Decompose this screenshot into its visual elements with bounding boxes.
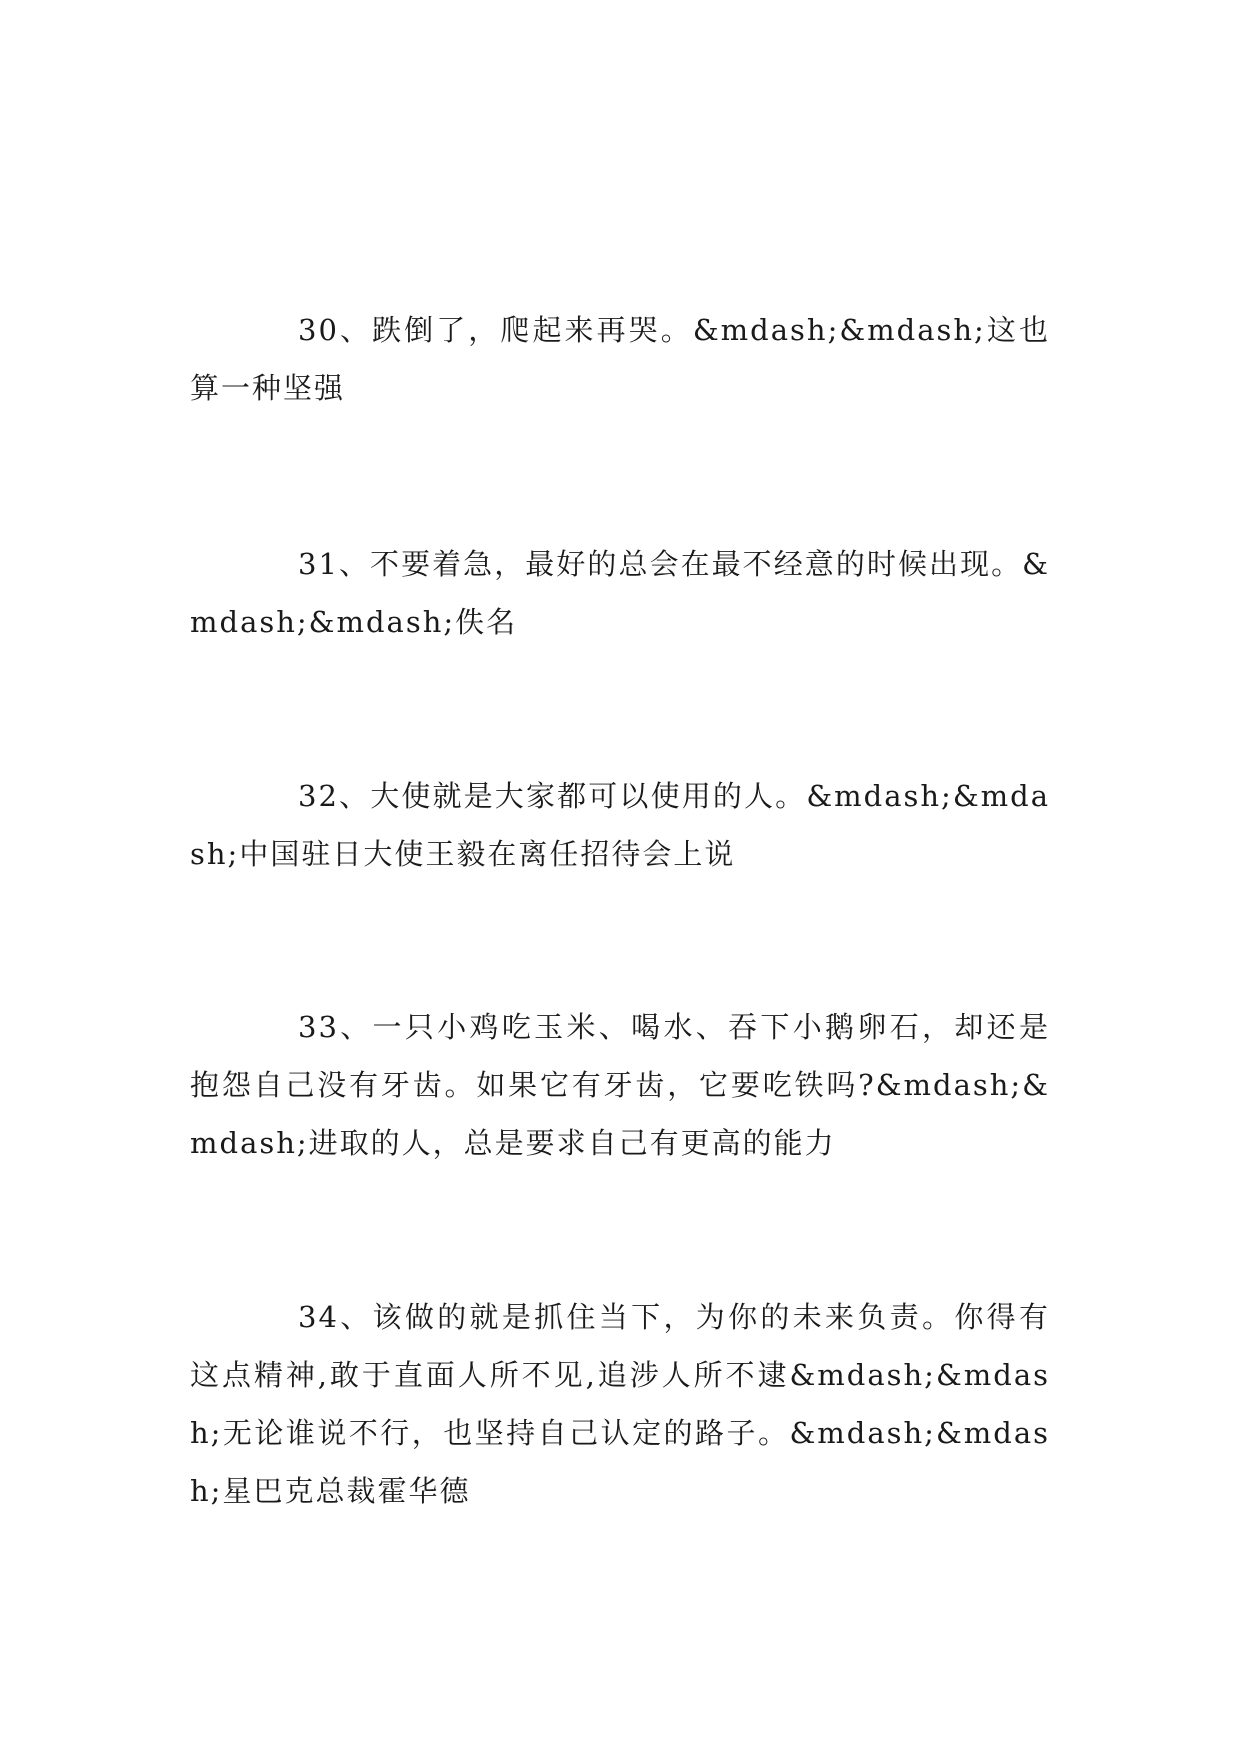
quote-paragraph-30: 30、跌倒了，爬起来再哭。&mdash;&mdash;这也算一种坚强 xyxy=(190,313,1050,405)
quote-paragraph-32: 32、大使就是大家都可以使用的人。&mdash;&mdash;中国驻日大使王毅在离任招待会上说 xyxy=(190,779,1050,871)
quote-paragraph-31: 31、不要着急，最好的总会在最不经意的时候出现。&mdash;&mdash;佚名 xyxy=(190,547,1050,639)
quote-paragraph-34: 34、该做的就是抓住当下，为你的未来负责。你得有这点精神,敢于直面人所不见,追涉人所不逮&mdash;&mdash;无论谁说不行，也坚持自己认定的路子。&mdash;&mdash;星巴克总裁霍华德 xyxy=(190,1300,1050,1508)
quote-paragraph-33: 33、一只小鸡吃玉米、喝水、吞下小鹅卵石，却还是抱怨自己没有牙齿。如果它有牙齿，它要吃铁吗?&mdash;&mdash;进取的人，总是要求自己有更高的能力 xyxy=(190,1010,1050,1160)
